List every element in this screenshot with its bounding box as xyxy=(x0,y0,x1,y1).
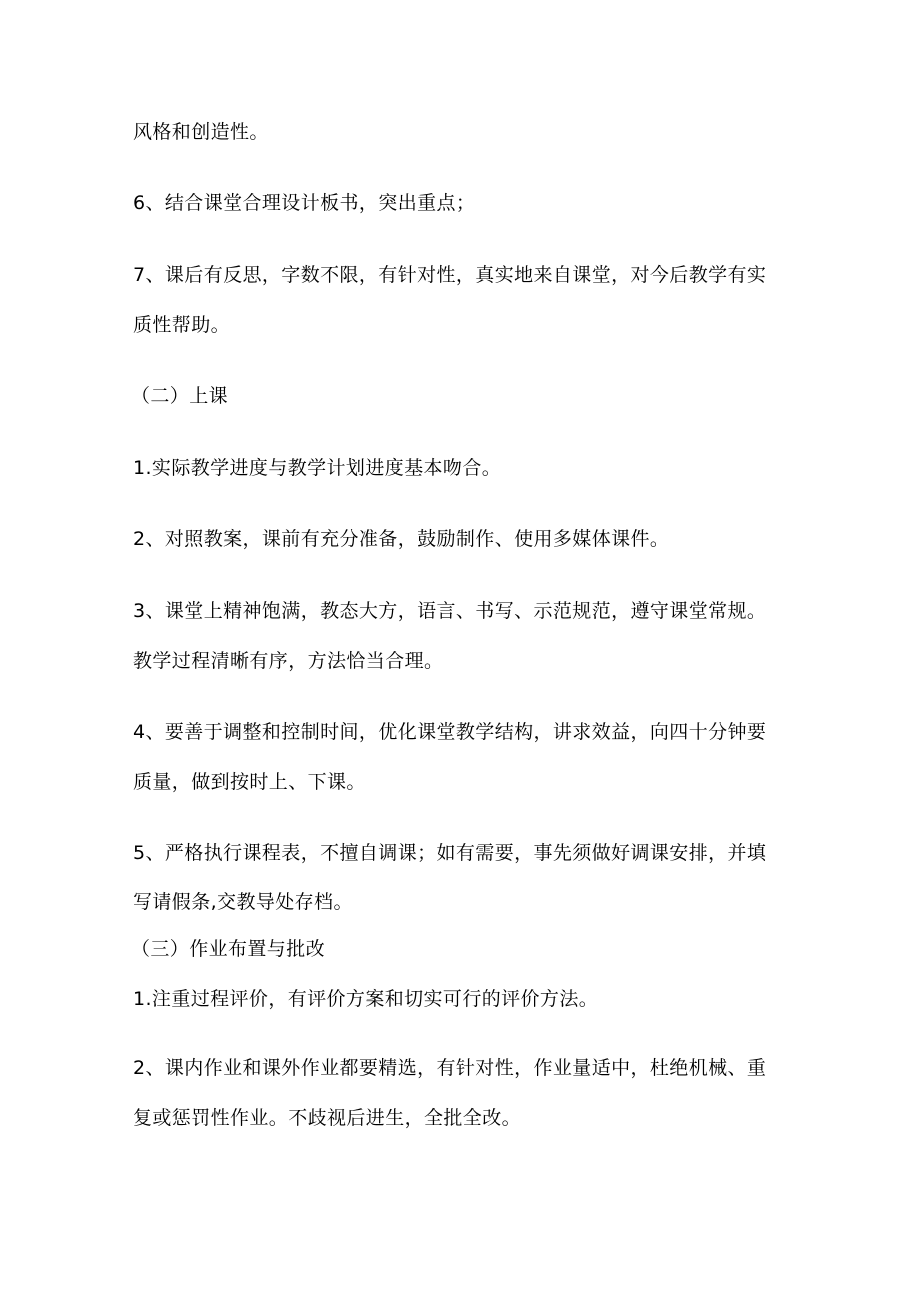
text-line: 7、课后有反思，字数不限，有针对性，真实地来自课堂，对今后教学有实 xyxy=(133,264,767,286)
text-line: 复或惩罚性作业。不歧视后进生，全批全改。 xyxy=(133,1107,522,1129)
section-heading: （三）作业布置与批改 xyxy=(131,938,326,960)
text-line: 写请假条,交教导处存档。 xyxy=(133,891,353,913)
text-line: 4、要善于调整和控制时间，优化课堂教学结构，讲求效益，向四十分钟要 xyxy=(133,721,767,743)
text-line: 3、课堂上精神饱满，教态大方，语言、书写、示范规范，遵守课堂常规。 xyxy=(133,600,767,622)
text-line: 质性帮助。 xyxy=(133,314,231,336)
text-line: 1.注重过程评价，有评价方案和切实可行的评价方法。 xyxy=(133,988,599,1010)
text-line: 风格和创造性。 xyxy=(133,121,269,143)
text-line: 2、对照教案，课前有充分准备，鼓励制作、使用多媒体课件。 xyxy=(133,528,670,550)
text-line: 6、结合课堂合理设计板书，突出重点； xyxy=(133,192,476,214)
text-line: 教学过程清晰有序，方法恰当合理。 xyxy=(133,650,444,672)
text-line: 2、课内作业和课外作业都要精选，有针对性，作业量适中，杜绝机械、重 xyxy=(133,1057,767,1079)
text-line: 1.实际教学进度与教学计划进度基本吻合。 xyxy=(133,457,502,479)
section-heading: （二）上课 xyxy=(131,385,229,407)
text-line: 质量，做到按时上、下课。 xyxy=(133,771,366,793)
text-line: 5、严格执行课程表，不擅自调课；如有需要，事先须做好调课安排，并填 xyxy=(133,842,767,864)
